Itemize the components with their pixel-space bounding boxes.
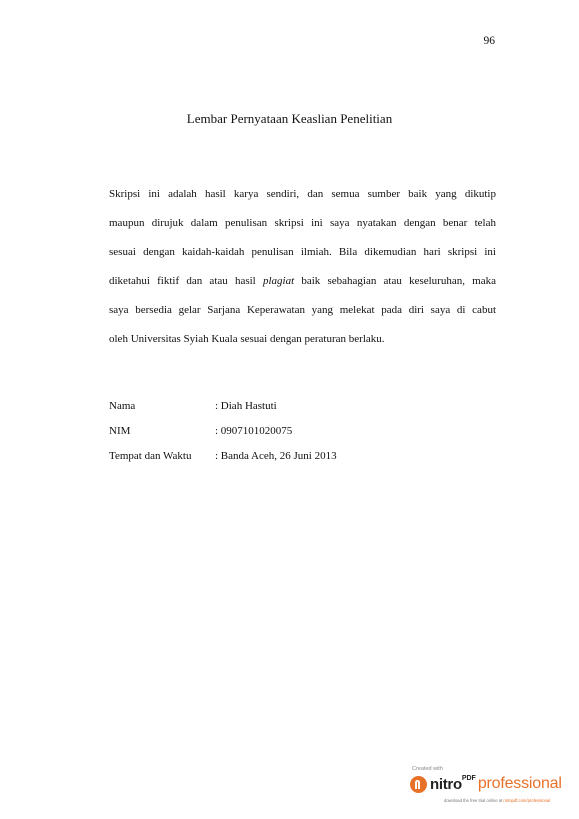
info-label: Nama: [109, 400, 136, 412]
info-label: NIM: [109, 425, 131, 437]
page-number: 96: [483, 35, 495, 47]
download-note: [444, 798, 550, 803]
created-with-label: Created with: [412, 766, 443, 772]
paragraph-line: [109, 267, 496, 296]
statement-paragraph: [109, 180, 496, 354]
page-title: Lembar Pernyataan Keaslian Penelitian: [186, 111, 393, 126]
info-row-tempat-waktu: [109, 450, 337, 475]
download-text: download the free trial online at: [444, 798, 504, 803]
paragraph-line: sesuai dengan kaidah-kaidah penulisan ilmiah. Bila dikemudian hari skripsi ini: [109, 246, 496, 258]
info-value: : Diah Hastuti: [215, 400, 277, 412]
info-value: : 0907101020075: [215, 425, 293, 437]
paragraph-line: oleh Universitas Syiah Kuala sesuai dengan peraturan berlaku.: [109, 333, 385, 345]
paragraph-text: diketahui fiktif dan atau hasil: [109, 275, 263, 287]
paragraph-line: Skripsi ini adalah hasil karya sendiri, dan semua sumber baik yang dikutip: [109, 188, 496, 200]
nitro-logo-icon: [410, 776, 427, 793]
nitro-watermark: [410, 766, 575, 806]
paragraph-line: maupun dirujuk dalam penulisan skripsi ini saya nyatakan dengan benar telah: [109, 217, 496, 229]
download-link: nitropdf.com/professional: [503, 798, 551, 803]
paragraph-line: saya bersedia gelar Sarjana Keperawatan yang melekat pada diri saya di cabut: [109, 304, 496, 316]
info-row-nama: [109, 400, 337, 425]
italic-term-plagiat: plagiat: [262, 275, 295, 287]
nitro-pdf-mark: PDF: [461, 774, 476, 782]
info-label: Tempat dan Waktu: [109, 450, 192, 462]
nitro-product-name: professional: [477, 775, 562, 792]
info-value: : Banda Aceh, 26 Juni 2013: [215, 450, 337, 462]
nitro-brand: nitro: [430, 775, 462, 793]
info-row-nim: [109, 425, 337, 450]
paragraph-text: baik sebahagian atau keseluruhan, maka: [294, 275, 497, 287]
nitro-logo: [410, 775, 562, 793]
identity-block: [109, 400, 337, 475]
